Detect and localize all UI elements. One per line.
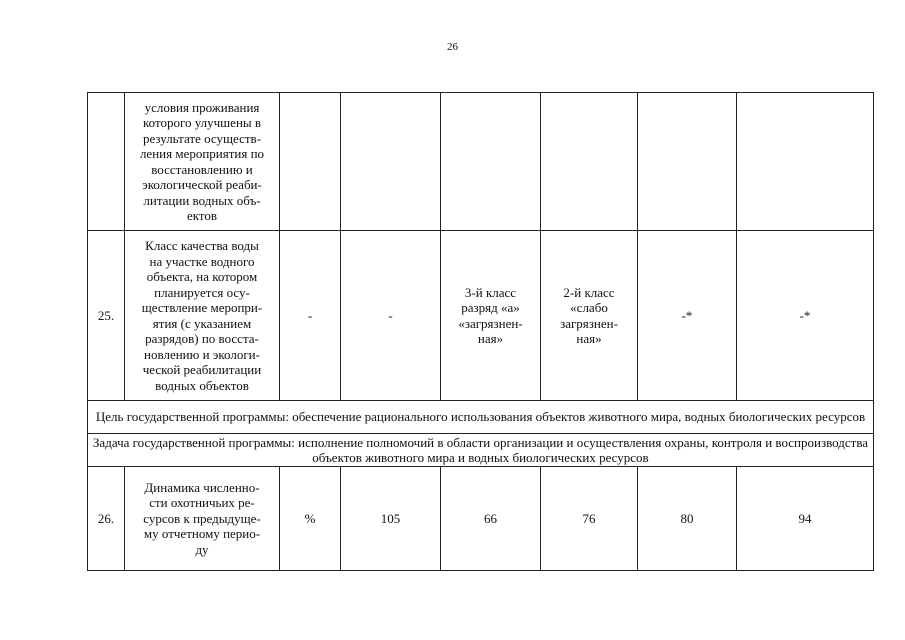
value-text: 94 (798, 510, 812, 526)
table-row-25 (88, 231, 874, 401)
cell-value-5 (737, 467, 874, 571)
cell-indicator-name (125, 93, 280, 231)
value-text: - (388, 307, 393, 323)
cell-value-empty (541, 93, 638, 231)
cell-row-number (88, 467, 125, 571)
unit-text: % (304, 510, 316, 526)
value-text: -* (799, 307, 811, 323)
cell-value-3 (541, 467, 638, 571)
indicator-name-text: Класс качества воды на участке водного объекта, на котором планируется осу- ществление меропри- ятия (с указанием разрядов) по восста- новлению и экологи- ческой реабилитации водных объектов (141, 238, 263, 393)
cell-unit (280, 231, 341, 401)
cell-indicator-name (125, 231, 280, 401)
cell-value-empty (341, 93, 441, 231)
cell-value-4 (638, 231, 737, 401)
cell-value-empty (441, 93, 541, 231)
table-row-26 (88, 467, 874, 571)
cell-value-4 (638, 467, 737, 571)
table-row-continuation (88, 93, 874, 231)
cell-value-empty (737, 93, 874, 231)
task-cell: Задача государственной программы: исполнение полномочий в области организации и осуществления охраны, контроля и воспроизводства объектов животного мира и водных биологических ресурсов (88, 434, 874, 467)
cell-value-3 (541, 231, 638, 401)
cell-value-5 (737, 231, 874, 401)
table-row-goal (88, 401, 874, 434)
cell-num-empty (88, 93, 125, 231)
cell-indicator-name (125, 467, 280, 571)
cell-value-1 (341, 231, 441, 401)
value-text: 66 (484, 510, 497, 526)
cell-unit (280, 467, 341, 571)
table-row-task (88, 434, 874, 467)
indicator-table (87, 92, 874, 571)
page-number: 26 (447, 41, 458, 53)
row-number-text: 25. (97, 307, 115, 323)
indicator-name-text: Динамика численно- сти охотничьих ре- сурсов к предыдуще- му отчетному перио- ду (143, 479, 261, 557)
cell-value-2 (441, 231, 541, 401)
cell-row-number (88, 231, 125, 401)
indicator-name-text: условия проживания которого улучшены в результате осуществ- ления мероприятия по восстановлению и экологической реаби- литации водных объ- ектов (139, 99, 265, 223)
value-text: 80 (680, 510, 694, 526)
cell-unit-empty (280, 93, 341, 231)
row-number-text: 26. (97, 510, 115, 526)
value-text: 2-й класс «слабо загрязнен- ная» (560, 284, 618, 346)
cell-value-empty (638, 93, 737, 231)
value-text: -* (681, 307, 693, 323)
cell-value-1 (341, 467, 441, 571)
value-text: 76 (582, 510, 596, 526)
value-text: 105 (380, 510, 401, 526)
cell-value-2 (441, 467, 541, 571)
goal-cell: Цель государственной программы: обеспечение рационального использования объектов животного мира, водных биологических ресурсов (88, 401, 874, 434)
unit-text: - (307, 307, 313, 323)
value-text: 3-й класс разряд «а» «загрязнен- ная» (458, 284, 523, 346)
